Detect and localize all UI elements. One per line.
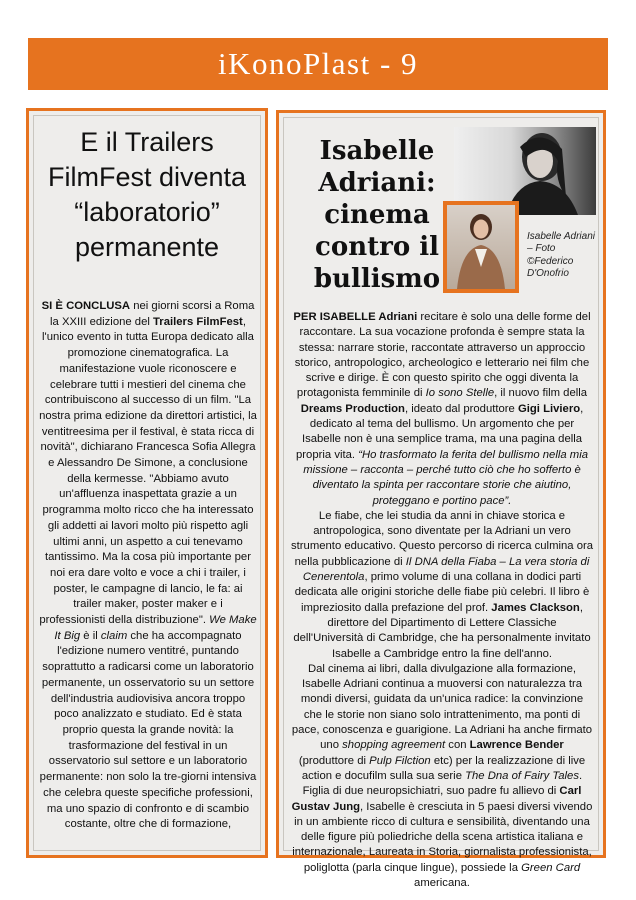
bold-text: Dreams Production bbox=[300, 402, 405, 415]
italic-text: Pulp Filction bbox=[369, 754, 431, 767]
left-article bbox=[26, 108, 268, 858]
quote-text: “Ho trasformato la ferita del bullismo nella mia missione – racconta – perché tutto ciò che ho sofferto è diventato la spinta per raccontare storie che aiutino, proteggano e portino pace”. bbox=[303, 448, 588, 507]
photo-caption: Isabelle Adriani – Foto ©Federico D'Onofrio bbox=[527, 231, 596, 279]
portrait-figure-icon bbox=[447, 205, 515, 289]
body-text: americana. bbox=[414, 876, 470, 889]
bold-text: Gigi Liviero bbox=[517, 402, 581, 415]
body-text: con bbox=[445, 739, 470, 752]
header-bar bbox=[28, 38, 608, 90]
italic-text: shopping agreement bbox=[342, 739, 446, 752]
italic-text: Il DNA della Fiaba – La vera storia di Cenerentola bbox=[302, 555, 590, 584]
italic-text: The Dna of Fairy Tales bbox=[465, 769, 579, 782]
body-text: , direttore del Dipartimento di Lettere Classiche dell'Università di Cambridge, che ha personalmente invitato Isabelle a Cambridge entro la fine dell'anno. bbox=[293, 601, 591, 660]
bold-text: James Clackson bbox=[491, 601, 580, 614]
body-text: Le fiabe, che lei studia da anni in chiave storica e antropologica, sono diventate per la Adriani un vero strumento educativo. Questo percorso di ricerca culmina ora nella pubblicazione di bbox=[291, 509, 594, 568]
body-text: è il bbox=[80, 629, 101, 642]
left-article-body bbox=[39, 299, 257, 833]
right-article-body bbox=[291, 310, 593, 891]
body-text: . bbox=[578, 769, 583, 782]
body-text: etc) per la realizzazione di live action e docufilm sulla sua serie bbox=[301, 754, 586, 782]
lead-in: SI È CONCLUSA bbox=[41, 300, 131, 312]
bold-text: Trailers FilmFest bbox=[153, 315, 243, 328]
italic-text: Green Card bbox=[521, 861, 581, 874]
body-text: (produttore di bbox=[298, 754, 370, 767]
bold-text: Lawrence Bender bbox=[469, 739, 564, 752]
bold-text: Carl Gustav Jung bbox=[291, 785, 582, 813]
right-article bbox=[276, 110, 606, 889]
right-article-title: Isabelle Adriani: cinema contro il bullismo bbox=[313, 136, 441, 294]
portrait-photo-color bbox=[443, 201, 519, 293]
lead-in: PER ISABELLE Adriani bbox=[293, 311, 418, 323]
page-title: iKonoPlast - 9 bbox=[217, 46, 419, 81]
italic-text: We Make It Big bbox=[54, 614, 257, 642]
italic-text: claim bbox=[100, 629, 128, 642]
body-text: recitare è solo una delle forme del raccontare. La sua vocazione profonda è sempre stata la stessa: narrare storie, raccontate attraverso un approccio storico, antropologico, archeologico e letterario nei film che scrive e dirige. È con questo spirito che oggi diventa la protagonista femminile di bbox=[294, 311, 591, 400]
body-text: Dal cinema ai libri, dalla divulgazione alla formazione, Isabelle Adriani continua a muoversi con naturalezza tra mondi diversi, guidata da un'unica radice: la convinzione che le storie non siano solo intrattenimento, ma ponti di pace, conoscenza e guarigione. La Adriani ha anche firmato uno bbox=[291, 662, 593, 752]
body-text: , Isabelle è cresciuta in 5 paesi diversi vivendo in un ambiente ricco di cultura e sensibilità, diventando una delle figure più poliedriche della scena artistica italiana e internazionale, Laureata in Storia, giornalista professionista, poliglotta (parla cinque lingue), possiede la bbox=[292, 800, 593, 874]
body-text: , dedicato al tema del bullismo. Un argomento che per Isabelle non è una semplice trama, ma una pagina della propria vita. bbox=[296, 402, 584, 461]
body-text: nei giorni scorsi a Roma la XXIII edizione del bbox=[50, 300, 255, 328]
body-text: , l'unico evento in tutta Europa dedicato alla promozione cinematografica. La manifestazione vuole riconoscere e celebrare tutti i mestieri del cinema che contribuiscono al successo di un film. "La nostra prima edizione da direttori artistici, la ventitreesima per il festival, è stata ricca di novità", dichiarano Francesca Sofia Allegra e Alessandro De Simone, a conclusione della kermesse. "Abbiamo avuto un'affluenza inaspettata grazie a un programma molto ricco che ha interessato gli addetti ai lavori molto più rispetto agli ultimi anni, un aspetto a cui tenevamo tantissimo. Ma la cosa più importante per noi era dare volto e voce a chi i trailer, i poster, le campagne di lancio, le fa: ai trailer maker, poster maker e i professionisti della distribuzione". bbox=[39, 315, 257, 627]
body-text: , il nuovo film della bbox=[494, 387, 588, 400]
body-text: che ha accompagnato l'edizione numero ventitré, puntando soprattutto a radicarsi come un laboratorio permanente, un osservatorio su un settore dell'industria audiovisiva ancora troppo poco analizzato e studiato. Ed è stata proprio questa la grande novità: la trasformazione del festival in un osservatorio sul settore e un laboratorio permanente: non solo la tre-giorni intensiva che celebra queste specifiche professioni, ma uno spazio di confronto e di scambio costante, oltre che di formazione, bbox=[39, 629, 257, 831]
body-text: Figlia di due neuropsichiatri, suo padre fu allievo di bbox=[302, 785, 560, 798]
body-text: , primo volume di una collana in dodici parti dedicata alle origini storiche delle fiabe più celebri. Il libro è impreziosito dalla prefazione del prof. bbox=[294, 571, 590, 614]
body-text: , ideato dal produttore bbox=[404, 402, 518, 415]
left-article-title: E il Trailers FilmFest diventa “laboratorio” permanente bbox=[47, 127, 247, 262]
italic-text: Io sono Stelle bbox=[425, 387, 495, 400]
